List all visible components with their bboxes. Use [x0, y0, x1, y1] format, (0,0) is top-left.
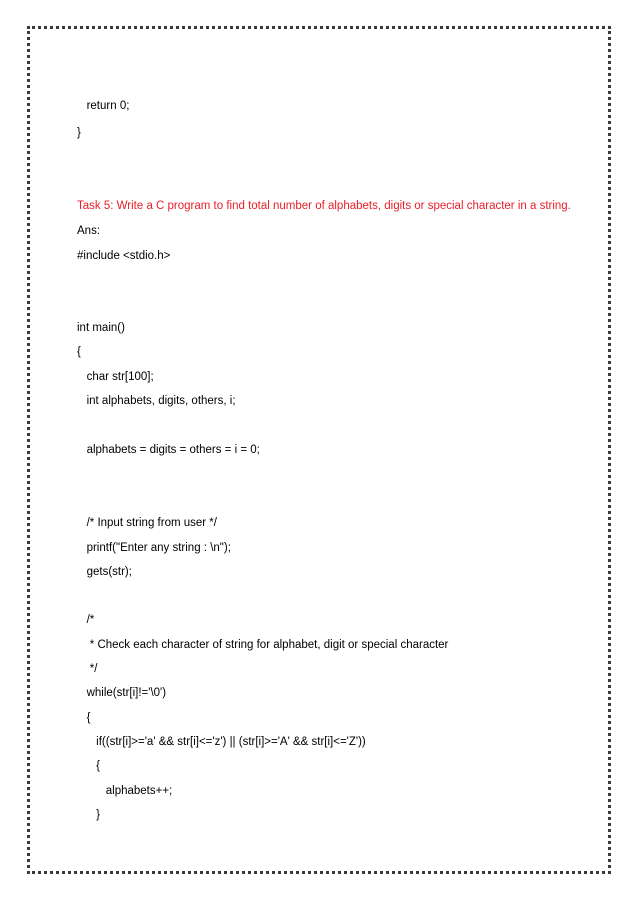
code-line-printf: printf("Enter any string : \n"); [77, 542, 231, 554]
code-line-int-decl: int alphabets, digits, others, i; [77, 395, 236, 407]
code-line-if: if((str[i]>='a' && str[i]<='z') || (str[i]>='A' && str[i]<='Z')) [77, 736, 366, 748]
code-line-comment-body: * Check each character of string for alphabet, digit or special character [77, 639, 449, 651]
code-line-comment-open: /* [77, 614, 95, 626]
code-line-comment-close: */ [77, 663, 98, 675]
code-line-while-open: { [77, 712, 91, 724]
answer-label: Ans: [77, 225, 101, 237]
code-line-return: return 0; [77, 100, 130, 112]
code-line-char-decl: char str[100]; [77, 371, 154, 383]
code-line-if-close: } [77, 809, 101, 821]
code-line-increment: alphabets++; [77, 785, 173, 797]
code-line-if-open: { [77, 760, 101, 772]
code-line-init: alphabets = digits = others = i = 0; [77, 444, 260, 456]
code-line-include: #include <stdio.h> [77, 250, 171, 262]
code-line-main: int main() [77, 322, 125, 334]
code-line-comment-input: /* Input string from user */ [77, 517, 217, 529]
task-heading: Task 5: Write a C program to find total number of alphabets, digits or special character in a string. [77, 200, 571, 212]
code-line-while: while(str[i]!='\0') [77, 687, 167, 699]
code-line-close-brace: } [77, 127, 81, 139]
code-line-gets: gets(str); [77, 566, 132, 578]
code-line-open-brace: { [77, 346, 81, 358]
